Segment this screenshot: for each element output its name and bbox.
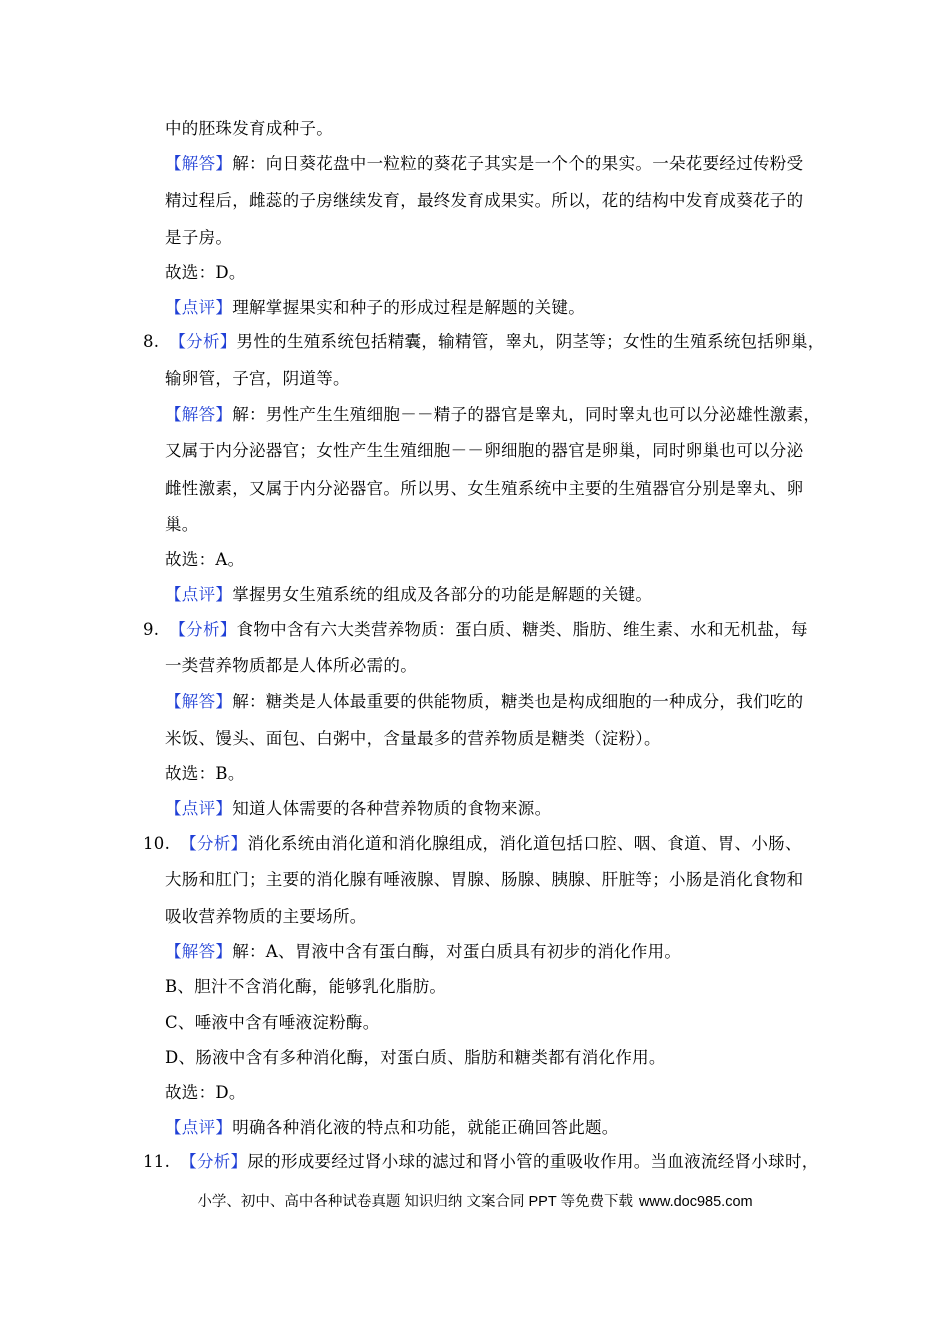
analysis-text: 食物中含有六大类营养物质：蛋白质、糖类、脂肪、维生素、水和无机盐，每 — [236, 620, 808, 639]
answer-text: 解：A、胃液中含有蛋白酶，对蛋白质具有初步的消化作用。 — [232, 942, 682, 961]
footer-url: www.doc985.com — [638, 1194, 753, 1210]
analysis-tag: 【分析】 — [169, 332, 237, 351]
q8-answer-line — [165, 404, 820, 426]
analysis-tag: 【分析】 — [169, 620, 237, 639]
q10-analysis-line: 吸收营养物质的主要场所。 — [165, 907, 367, 926]
q7-review-line — [165, 297, 585, 319]
review-text: 理解掌握果实和种子的形成过程是解题的关键。 — [232, 298, 586, 317]
page-footer — [0, 1192, 950, 1212]
answer-tag: 【解答】 — [165, 154, 233, 173]
answer-text: 解：向日葵花盘中一粒粒的葵花子其实是一个个的果实。一朵花要经过传粉受 — [232, 154, 804, 173]
q9-answer-line: 米饭、馒头、面包、白粥中，含量最多的营养物质是糖类（淀粉）。 — [165, 729, 661, 748]
q11-analysis-line — [143, 1151, 819, 1173]
question-number: 9. — [143, 620, 160, 639]
review-tag: 【点评】 — [165, 298, 233, 317]
answer-tag: 【解答】 — [165, 942, 233, 961]
q10-review-line — [165, 1117, 619, 1139]
review-text: 明确各种消化液的特点和功能，就能正确回答此题。 — [232, 1118, 619, 1137]
analysis-tag: 【分析】 — [180, 1152, 248, 1171]
q9-analysis-line — [143, 619, 808, 641]
q10-answer-option-c: C、唾液中含有唾液淀粉酶。 — [165, 1013, 380, 1032]
q8-analysis-line: 输卵管，子宫，阴道等。 — [165, 369, 350, 388]
review-text: 掌握男女生殖系统的组成及各部分的功能是解题的关键。 — [232, 585, 653, 604]
q10-analysis-line: 大肠和肛门；主要的消化腺有唾液腺、胃腺、肠腺、胰腺、肝脏等；小肠是消化食物和 — [165, 870, 804, 889]
q7-answer-line — [165, 153, 803, 175]
review-tag: 【点评】 — [165, 799, 233, 818]
footer-text: 小学、初中、高中各种试卷真题 知识归纳 文案合同 PPT 等免费下载 — [197, 1194, 633, 1210]
answer-tag: 【解答】 — [165, 692, 233, 711]
q10-answer-option-b: B、胆汁不含消化酶，能够乳化脂肪。 — [165, 977, 447, 996]
analysis-tag: 【分析】 — [180, 834, 248, 853]
q8-analysis-line — [143, 331, 825, 353]
q8-choice: 故选：A。 — [165, 550, 245, 569]
q10-answer-line — [165, 941, 681, 963]
q8-review-line — [165, 584, 652, 606]
q7-answer-line: 精过程后，雌蕊的子房继续发育，最终发育成果实。所以，花的结构中发育成葵花子的 — [165, 191, 804, 210]
answer-text: 解：男性产生生殖细胞－－精子的器官是睾丸，同时睾丸也可以分泌雄性激素， — [232, 405, 821, 424]
analysis-text: 消化系统由消化道和消化腺组成，消化道包括口腔、咽、食道、胃、小肠、 — [247, 834, 802, 853]
q10-answer-option-d: D、肠液中含有多种消化酶，对蛋白质、脂肪和糖类都有消化作用。 — [165, 1048, 666, 1067]
q9-answer-line — [165, 691, 803, 713]
q9-analysis-line: 一类营养物质都是人体所必需的。 — [165, 656, 417, 675]
answer-tag: 【解答】 — [165, 405, 233, 424]
q8-answer-line: 巢。 — [165, 515, 199, 534]
q7-answer-line: 是子房。 — [165, 228, 233, 247]
question-number: 11. — [143, 1152, 171, 1171]
q10-choice: 故选：D。 — [165, 1083, 246, 1102]
q7-tail: 中的胚珠发育成种子。 — [165, 119, 333, 138]
question-number: 8. — [143, 332, 160, 351]
review-tag: 【点评】 — [165, 585, 233, 604]
answer-text: 解：糖类是人体最重要的供能物质，糖类也是构成细胞的一种成分，我们吃的 — [232, 692, 804, 711]
analysis-text: 男性的生殖系统包括精囊，输精管，睾丸，阴茎等；女性的生殖系统包括卵巢， — [236, 332, 825, 351]
question-number: 10. — [143, 834, 171, 853]
q7-choice: 故选：D。 — [165, 263, 246, 282]
q8-answer-line: 又属于内分泌器官；女性产生生殖细胞－－卵细胞的器官是卵巢，同时卵巢也可以分泌 — [165, 441, 804, 460]
review-tag: 【点评】 — [165, 1118, 233, 1137]
analysis-text: 尿的形成要经过肾小球的滤过和肾小管的重吸收作用。当血液流经肾小球时， — [247, 1152, 819, 1171]
q9-choice: 故选：B。 — [165, 764, 245, 783]
review-text: 知道人体需要的各种营养物质的食物来源。 — [232, 799, 552, 818]
q9-review-line — [165, 798, 551, 820]
q8-answer-line: 雌性激素，又属于内分泌器官。所以男、女生殖系统中主要的生殖器官分别是睾丸、卵 — [165, 479, 804, 498]
q10-analysis-line — [143, 833, 802, 855]
